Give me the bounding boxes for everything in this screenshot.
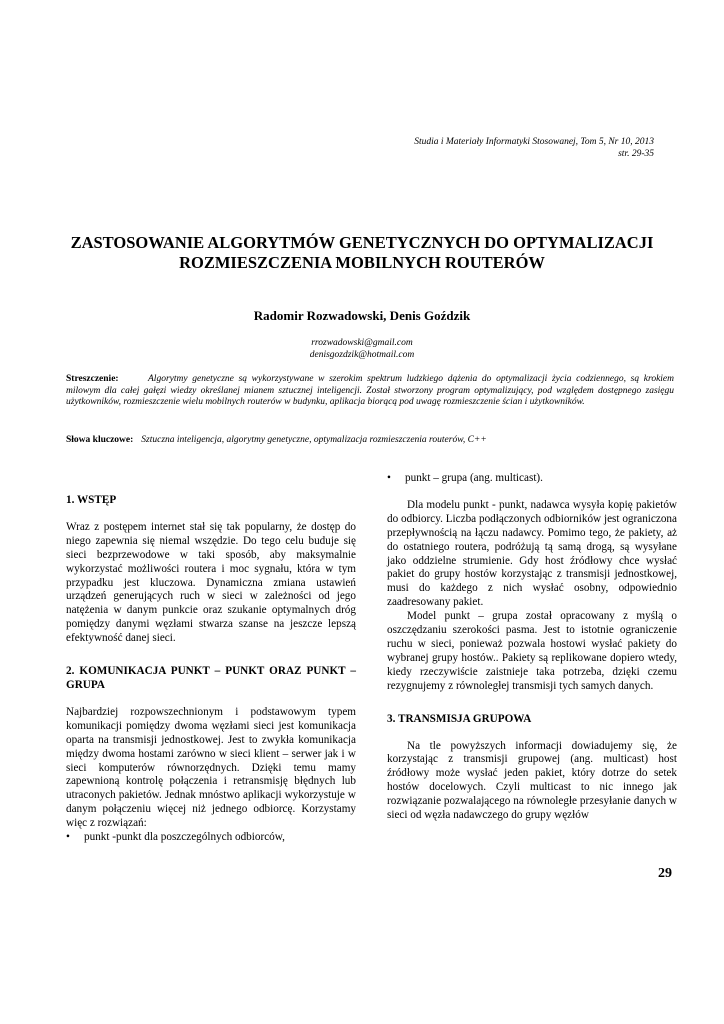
keywords-label: Słowa kluczowe:	[66, 435, 134, 445]
bullet-icon: •	[66, 831, 70, 844]
abstract	[66, 374, 674, 409]
title-line-1: ZASTOSOWANIE ALGORYTMÓW GENETYCZNYCH DO OPTYMALIZACJI	[70, 233, 654, 252]
bullet-1-text: punkt -punkt dla poszczególnych odbiorców,	[84, 831, 285, 844]
title-line-2: ROZMIESZCZENIA MOBILNYCH ROUTERÓW	[179, 253, 545, 272]
journal-info	[414, 136, 654, 160]
journal-citation: Studia i Materiały Informatyki Stosowanej, Tom 5, Nr 10, 2013	[414, 137, 654, 147]
bullet-icon: •	[387, 472, 391, 484]
right-paragraph-1: Dla modelu punkt - punkt, nadawca wysyła kopię pakietów do odbiorcy. Liczba podłączonych odbiorników jest ograniczona przepływnością na łączu nadawcy. Pomimo tego, że pakiety, aż do ostatniego routera, podróżują tą samą drogą, są wysyłane jako oddzielne strumienie. Gdy host źródłowy chce wysłać pakiet do grupy hostów korzystając z transmisji jednostkowej, musi do każdego z nich wysłać osobny, odpowiednio zaadresowany pakiet.	[387, 498, 677, 609]
list-item	[387, 472, 677, 486]
left-column	[66, 494, 356, 845]
keywords-text: Sztuczna inteligencja, algorytmy genetyczne, optymalizacja rozmieszczenia routerów, C++	[141, 435, 487, 445]
abstract-text: Algorytmy genetyczne są wykorzystywane w szerokim spektrum ludzkiego dążenia do optymalizacji życia codziennego, są krokiem milowym dla całej gałęzi wiedzy określanej mianem sztucznej inteligencji. Został stworzony program optymalizujący, pod względem dostępnego zasięgu użytkowników, rozmieszczenie wielu mobilnych routerów w budynku, aplikacja biorącą pod uwagę rozmieszczenie ścian i użytkowników.	[66, 374, 674, 408]
email-1: rrozwadowski@gmail.com	[311, 338, 413, 348]
email-2: denisgozdzik@hotmail.com	[309, 350, 415, 360]
section-3-heading: 3. TRANSMISJA GRUPOWA	[387, 712, 532, 725]
section-1-heading: 1. WSTĘP	[66, 494, 117, 506]
section-1-text: Wraz z postępem internet stał się tak popularny, że dostęp do niego zapewnia się niemal wszędzie. Do tego celu buduje się sieci bezprzewodowe w taki sposób, aby maksymalnie wykorzystać możliwości routera i moc sygnału, która w tym przypadku jest kluczowa. Dynamiczna zmiana ustawień urządzeń generujących ruch w sieci w zależności od jego natężenia w danym punkcie oraz szukanie optymalnych dróg pomiędzy danymi węzłami stwarza szanse na jeszcze lepszą efektywność danej sieci.	[66, 520, 356, 645]
keywords	[66, 434, 674, 446]
paper-title	[50, 233, 674, 273]
journal-pages: str. 29-35	[618, 149, 654, 159]
page-number: 29	[658, 866, 672, 881]
list-item	[66, 831, 356, 845]
authors: Radomir Rozwadowski, Denis Goździk	[253, 308, 471, 323]
section-2-heading: 2. KOMUNIKACJA PUNKT – PUNKT ORAZ PUNKT – GRUPA	[66, 665, 356, 691]
abstract-label: Streszczenie:	[66, 374, 119, 384]
bullet-2-text: punkt – grupa (ang. multicast).	[405, 472, 543, 484]
right-column	[387, 472, 677, 823]
section-2-text: Najbardziej rozpowszechnionym i podstawowym typem komunikacji pomiędzy dwoma węzłami sieci jest komunikacja oparta na transmisji jednostkowej. Jest to zwykła komunikacja między dwoma hostami zarówno w sieci klient – serwer jak i w sieci komputerów równorzędnych. Dzięki temu mamy zapewnioną kontrolę połączenia i retransmisję błędnych lub utraconych pakietów. Jednak mnóstwo aplikacji wykorzystuje w danym połączeniu więcej niż jednego odbiorcę. Korzystamy więc z rozwiązań:	[66, 705, 356, 830]
author-emails	[0, 337, 724, 361]
right-paragraph-2: Model punkt – grupa został opracowany z myślą o oszczędzaniu szerokości pasma. Jest to istotnie ograniczenie ruchu w sieci, ponieważ pozwala hostowi wysłać pakiety do wybranej grupy hostów.. Pakiety są replikowane dopiero wtedy, kiedy rzeczywiście zaistnieje taka potrzeba, dzięki czemu rezygnujemy z równoległej transmisji tych samych danych.	[387, 610, 677, 692]
section-3-text: Na tle powyższych informacji dowiadujemy się, że korzystając z transmisji grupowej (ang. multicast) host źródłowy może wysłać jeden pakiet, który dotrze do setek hostów docelowych. Czyli multicast to nic innego jak rozwiązanie pozwalającego na równoległe przesyłanie danych w sieci od węzła nadawczego do grupy węzłów	[387, 739, 677, 822]
